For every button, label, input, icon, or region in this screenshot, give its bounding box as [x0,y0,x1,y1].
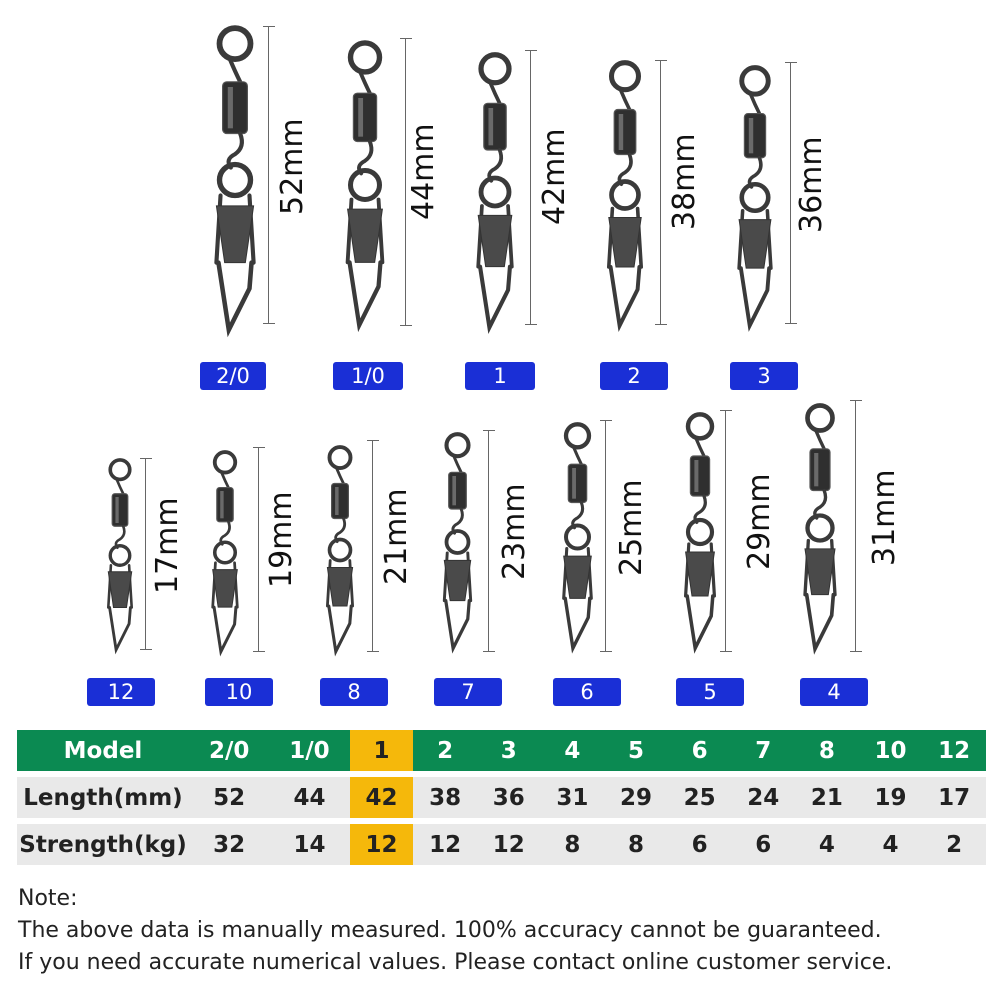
model-badge: 2/0 [200,362,266,390]
length-row-label: Length(mm) [17,777,189,818]
dimension-label: 25mm [614,479,649,576]
length-row-cell: 52 [189,777,269,818]
model-badge: 12 [87,678,155,706]
header-row-cell: 12 [922,730,986,771]
model-badge: 8 [320,678,388,706]
model-badge: 3 [730,362,798,390]
model-badge: 7 [434,678,502,706]
model-badge: 5 [676,678,744,706]
model-badge: 4 [800,678,868,706]
note-block [18,883,993,979]
strength-row-cell: 8 [604,824,668,865]
length-row-cell: 19 [859,777,923,818]
length-row-cell: 29 [604,777,668,818]
header-row [17,730,986,771]
dimension-label: 36mm [794,136,829,233]
length-row-cell: 21 [795,777,859,818]
strength-row-cell: 32 [189,824,269,865]
dimension-line [855,400,867,652]
strength-row-cell: 4 [859,824,923,865]
strength-row-cell: 12 [350,824,414,865]
length-row-cell: 31 [541,777,605,818]
header-row-cell: 4 [541,730,605,771]
header-row-label: Model [17,730,189,771]
note-line-2: If you need accurate numerical values. Please contact online customer service. [18,950,893,975]
strength-row-cell: 4 [795,824,859,865]
header-row-cell: 6 [668,730,732,771]
strength-row-cell: 12 [477,824,541,865]
dimension-line [725,410,737,652]
length-row-cell: 17 [922,777,986,818]
model-badge: 10 [205,678,273,706]
dimension-label: 29mm [742,473,777,570]
length-row-cell: 36 [477,777,541,818]
dimension-label: 23mm [497,483,532,580]
length-row-cell: 44 [269,777,349,818]
strength-row [17,824,986,865]
dimension-label: 42mm [537,128,572,225]
dimension-label: 19mm [264,491,299,588]
dimension-label: 17mm [150,497,185,594]
strength-row-cell: 6 [668,824,732,865]
length-row-cell: 24 [731,777,795,818]
header-row-cell: 7 [731,730,795,771]
model-badge: 2 [600,362,668,390]
header-row-cell: 10 [859,730,923,771]
header-row-cell: 1 [350,730,414,771]
header-row-cell: 8 [795,730,859,771]
dimension-label: 52mm [275,118,310,215]
length-row [17,777,986,818]
strength-row-cell: 6 [731,824,795,865]
strength-row-cell: 2 [922,824,986,865]
length-row-cell: 38 [413,777,477,818]
dimension-label: 44mm [406,123,441,220]
header-row-cell: 5 [604,730,668,771]
dimension-label: 21mm [379,488,414,585]
dimension-label: 38mm [667,133,702,230]
header-row-cell: 1/0 [269,730,349,771]
length-row-cell: 42 [350,777,414,818]
strength-row-label: Strength(kg) [17,824,189,865]
header-row-cell: 2 [413,730,477,771]
strength-row-cell: 12 [413,824,477,865]
spec-table [17,730,986,865]
strength-row-cell: 14 [269,824,349,865]
header-row-cell: 2/0 [189,730,269,771]
note-line-1: The above data is manually measured. 100% accuracy cannot be guaranteed. [18,918,882,943]
model-badge: 1/0 [333,362,403,390]
dimension-label: 31mm [867,469,902,566]
model-badge: 6 [553,678,621,706]
model-badge: 1 [465,362,535,390]
header-row-cell: 3 [477,730,541,771]
length-row-cell: 25 [668,777,732,818]
note-title: Note: [18,886,78,911]
strength-row-cell: 8 [541,824,605,865]
